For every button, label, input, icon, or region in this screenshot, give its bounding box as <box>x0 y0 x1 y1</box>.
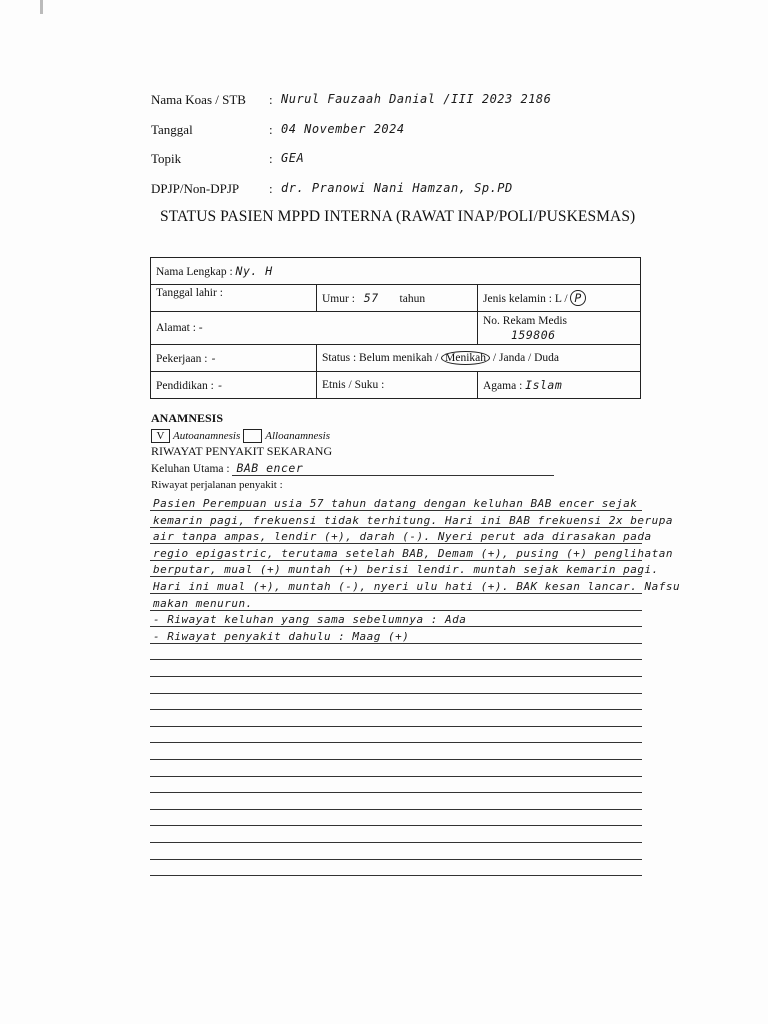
ruled-line <box>150 576 642 577</box>
ruled-line <box>150 543 642 544</box>
anamnesis-heading: ANAMNESIS <box>151 411 224 425</box>
history-line: makan menurun. <box>153 596 253 610</box>
status-cell <box>317 345 641 372</box>
topik-colon: : <box>269 151 273 166</box>
ruled-line <box>150 792 642 793</box>
keluhan-row <box>151 461 554 476</box>
alamat-cell <box>151 312 478 345</box>
ruled-line <box>150 626 642 627</box>
status-prefix: Status : Belum menikah / <box>322 352 439 364</box>
patient-table <box>150 257 641 399</box>
history-line: regio epigastric, terutama setelah BAB, Demam (+), pusing (+) penglihatan <box>153 546 673 560</box>
agama-value: Islam <box>525 378 563 392</box>
history-line: Hari ini mual (+), muntah (-), nyeri ulu hati (+). BAK kesan lancar. Nafsu <box>153 580 681 593</box>
tgl-lahir-cell <box>151 285 317 312</box>
koas-colon: : <box>269 92 273 107</box>
ruled-line <box>150 676 642 677</box>
history-line: - Riwayat keluhan yang sama sebelumnya : Ada <box>153 613 467 627</box>
history-line: kemarin pagi, frekuensi tidak terhitung. Hari ini BAB frekuensi 2x berupa <box>153 513 673 527</box>
etnis-cell <box>317 372 478 399</box>
ruled-line <box>150 859 642 860</box>
tanggal-value: 04 November 2024 <box>281 122 405 136</box>
ruled-line <box>150 693 642 694</box>
ruled-line <box>150 709 642 710</box>
status-suffix: / Janda / Duda <box>492 352 560 364</box>
etnis-label: Etnis / Suku : <box>322 379 385 391</box>
status-selected-circled: Menikah <box>441 351 490 365</box>
umur-label: Umur : <box>322 293 355 305</box>
dpjp-label: DPJP/Non-DPJP <box>151 181 240 196</box>
anamnesis-section <box>151 411 554 491</box>
keluhan-value: BAB encer <box>232 461 554 476</box>
topik-value: GEA <box>281 151 305 165</box>
ruled-line <box>150 726 642 727</box>
umur-cell <box>317 285 478 312</box>
agama-label: Agama : <box>483 380 523 392</box>
riwayat-label: Riwayat perjalanan penyakit : <box>151 479 283 492</box>
anamnesis-type-row <box>151 428 554 443</box>
rm-label: No. Rekam Medis <box>483 315 568 327</box>
koas-value: Nurul Fauzaah Danial /III 2023 2186 <box>281 92 552 106</box>
pekerjaan-label: Pekerjaan : <box>156 353 208 365</box>
pendidikan-label: Pendidikan : <box>156 380 214 392</box>
jk-cell <box>478 285 641 312</box>
history-line: berputar, mual (+) muntah (+) berisi lendir. muntah sejak kemarin pagi. <box>153 563 659 577</box>
rps-heading: RIWAYAT PENYAKIT SEKARANG <box>151 444 333 459</box>
ruled-line <box>150 759 642 760</box>
rm-value: 159806 <box>511 328 556 342</box>
tgl-lahir-label: Tanggal lahir : <box>156 287 223 299</box>
topik-label: Topik <box>151 151 182 166</box>
scan-edge-mark <box>40 0 43 14</box>
auto-label: Autoanamnesis <box>173 430 241 442</box>
tanggal-colon: : <box>269 122 273 137</box>
umur-value: 57 <box>363 291 379 305</box>
history-line: air tanpa ampas, lendir (+), darah (-). Nyeri perut ada dirasakan pada <box>153 530 652 544</box>
jk-value-circled: P <box>570 290 585 306</box>
rm-cell <box>478 312 641 345</box>
ruled-line <box>150 510 642 511</box>
nama-label: Nama Lengkap : <box>156 266 233 278</box>
umur-unit: tahun <box>399 293 426 305</box>
ruled-line <box>150 842 642 843</box>
ruled-line <box>150 610 642 611</box>
ruled-line <box>150 825 642 826</box>
pendidikan-cell <box>151 372 317 399</box>
ruled-line <box>150 560 642 561</box>
pekerjaan-cell <box>151 345 317 372</box>
ruled-line <box>150 776 642 777</box>
allo-label: Alloanamnesis <box>265 430 331 442</box>
nama-cell <box>151 258 641 285</box>
alamat-label: Alamat : - <box>156 322 203 334</box>
pekerjaan-value: - <box>210 351 218 365</box>
allo-checkbox[interactable] <box>243 429 262 443</box>
ruled-line <box>150 875 642 876</box>
keluhan-label: Keluhan Utama : <box>151 463 230 476</box>
nama-value: Ny. H <box>235 264 273 278</box>
ruled-line <box>150 643 642 644</box>
koas-label: Nama Koas / STB <box>151 92 246 107</box>
auto-checkbox[interactable]: V <box>151 429 170 443</box>
dpjp-value: dr. Pranowi Nani Hamzan, Sp.PD <box>281 181 513 195</box>
ruled-line <box>150 593 642 594</box>
ruled-line <box>150 742 642 743</box>
agama-cell <box>478 372 641 399</box>
dpjp-colon: : <box>269 181 273 196</box>
history-line: - Riwayat penyakit dahulu : Maag (+) <box>153 629 410 643</box>
form-title: STATUS PASIEN MPPD INTERNA (RAWAT INAP/POLI/PUSKESMAS) <box>160 208 636 225</box>
ruled-line <box>150 527 642 528</box>
pendidikan-value: - <box>216 378 225 392</box>
history-line: Pasien Perempuan usia 57 tahun datang dengan keluhan BAB encer sejak <box>153 497 638 510</box>
jk-label: Jenis kelamin : L / <box>483 293 568 305</box>
ruled-line <box>150 659 642 660</box>
ruled-line <box>150 809 642 810</box>
tanggal-label: Tanggal <box>151 122 193 137</box>
